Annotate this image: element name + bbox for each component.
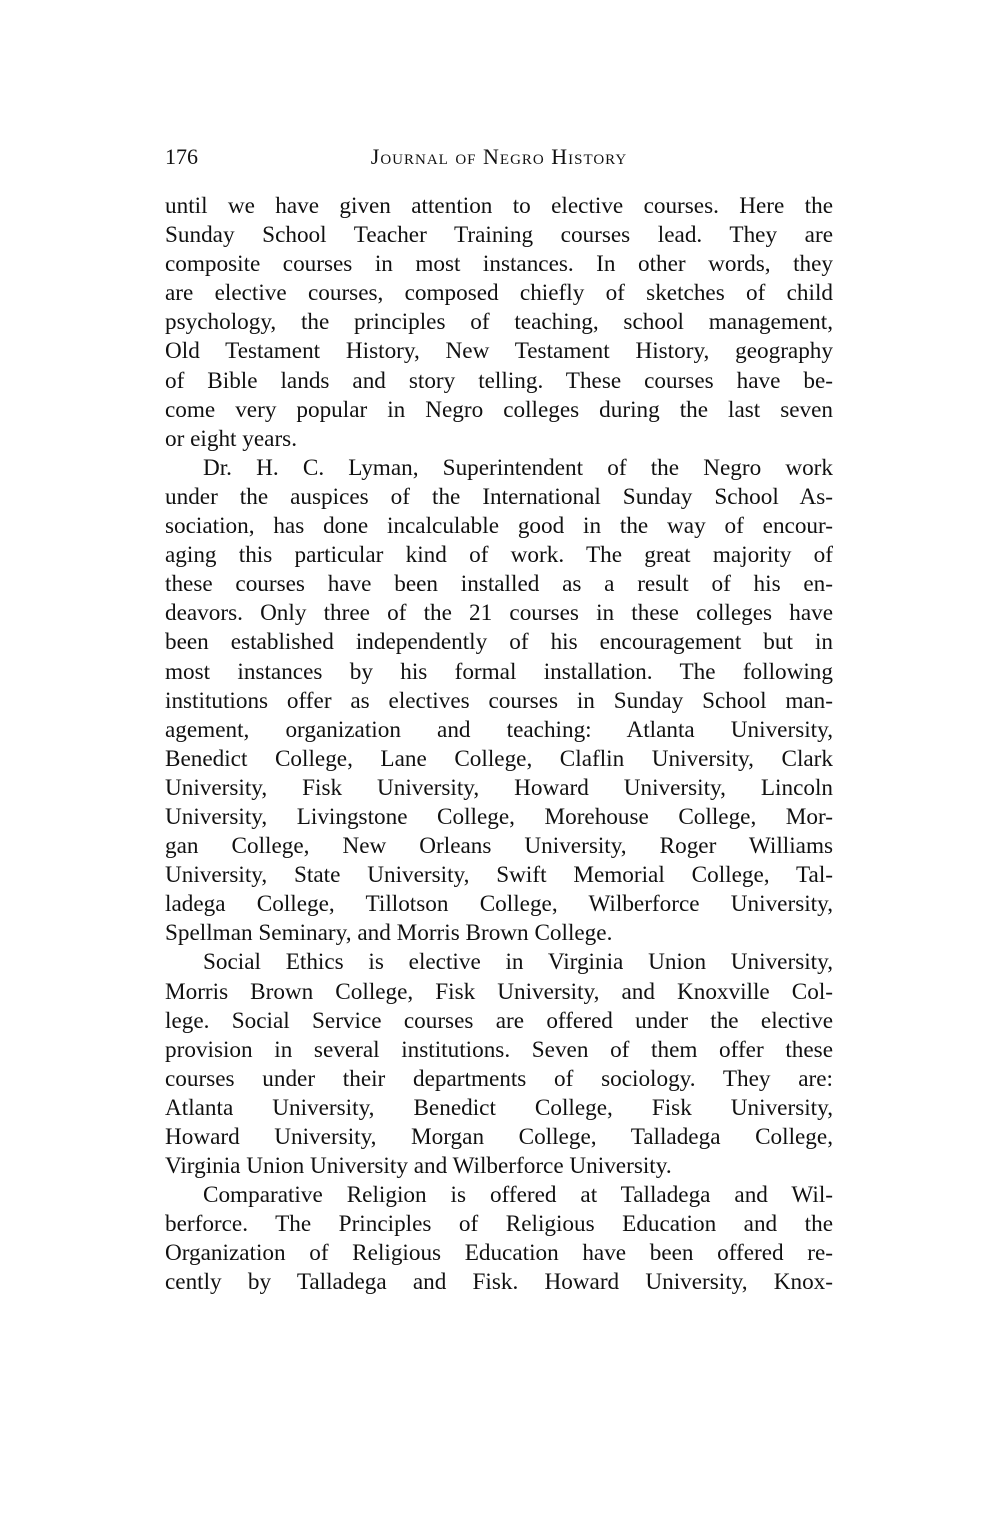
text-line: are elective courses, composed chiefly of sketches of child <box>165 280 833 307</box>
journal-page <box>165 140 833 1298</box>
text-line: Organization of Religious Education have been offered re- <box>165 1240 833 1267</box>
text-line: composite courses in most instances. In other words, they <box>165 251 833 278</box>
text-line: Old Testament History, New Testament History, geography <box>165 338 833 365</box>
text-line: University, Fisk University, Howard University, Lincoln <box>165 774 833 801</box>
running-head <box>165 140 833 174</box>
paragraph-teacher-training <box>165 192 833 454</box>
text-line: Dr. H. C. Lyman, Superintendent of the Negro work <box>203 454 833 481</box>
text-line: Howard University, Morgan College, Talladega College, <box>165 1124 833 1150</box>
text-line: under the auspices of the International Sunday School As- <box>165 483 833 510</box>
text-line: lege. Social Service courses are offered under the elective <box>165 1007 833 1034</box>
text-line: Atlanta University, Benedict College, Fisk University, <box>165 1094 833 1121</box>
text-line: these courses have been installed as a result of his en- <box>165 571 833 598</box>
text-line: Virginia Union University and Wilberforce University. <box>165 1153 672 1180</box>
text-line: University, Livingstone College, Morehouse College, Mor- <box>165 803 833 830</box>
text-line: sociation, has done incalculable good in the way of encour- <box>165 513 833 540</box>
text-line: courses under their departments of sociology. They are: <box>165 1065 833 1092</box>
text-line: Benedict College, Lane College, Claflin University, Clark <box>165 745 833 772</box>
text-line: or eight years. <box>165 425 297 452</box>
text-line: Comparative Religion is offered at Talladega and Wil- <box>203 1182 833 1209</box>
page-number: 176 <box>165 144 198 169</box>
body-text <box>165 192 833 1298</box>
text-line: institutions offer as electives courses in Sunday School man- <box>165 687 833 714</box>
text-line: Sunday School Teacher Training courses lead. They are <box>165 222 833 249</box>
paragraph-comparative-religion <box>165 1181 833 1297</box>
journal-title: Journal of Negro History <box>370 144 628 169</box>
text-line: University, State University, Swift Memorial College, Tal- <box>165 862 833 889</box>
text-line: aging this particular kind of work. The great majority of <box>165 542 833 569</box>
text-line: until we have given attention to elective courses. Here the <box>165 193 833 219</box>
paragraph-social-ethics <box>165 948 833 1181</box>
text-line: cently by Talladega and Fisk. Howard University, Knox- <box>165 1269 833 1296</box>
paragraph-lyman <box>165 454 833 949</box>
text-line: psychology, the principles of teaching, school management, <box>165 309 833 336</box>
text-line: most instances by his formal installation. The following <box>165 658 833 685</box>
text-line: come very popular in Negro colleges during the last seven <box>165 396 833 423</box>
text-line: berforce. The Principles of Religious Education and the <box>165 1211 833 1238</box>
text-line: Spellman Seminary, and Morris Brown College. <box>165 920 613 947</box>
text-line: of Bible lands and story telling. These courses have be- <box>165 367 833 394</box>
text-line: agement, organization and teaching: Atlanta University, <box>165 716 833 743</box>
text-line: gan College, New Orleans University, Roger Williams <box>165 833 833 860</box>
text-line: ladega College, Tillotson College, Wilberforce University, <box>165 891 833 918</box>
text-line: Morris Brown College, Fisk University, and Knoxville Col- <box>165 978 833 1005</box>
text-line: provision in several institutions. Seven of them offer these <box>165 1036 833 1063</box>
text-line: Social Ethics is elective in Virginia Union University, <box>203 949 833 976</box>
text-line: deavors. Only three of the 21 courses in these colleges have <box>165 600 833 627</box>
text-line: been established independently of his encouragement but in <box>165 629 833 656</box>
